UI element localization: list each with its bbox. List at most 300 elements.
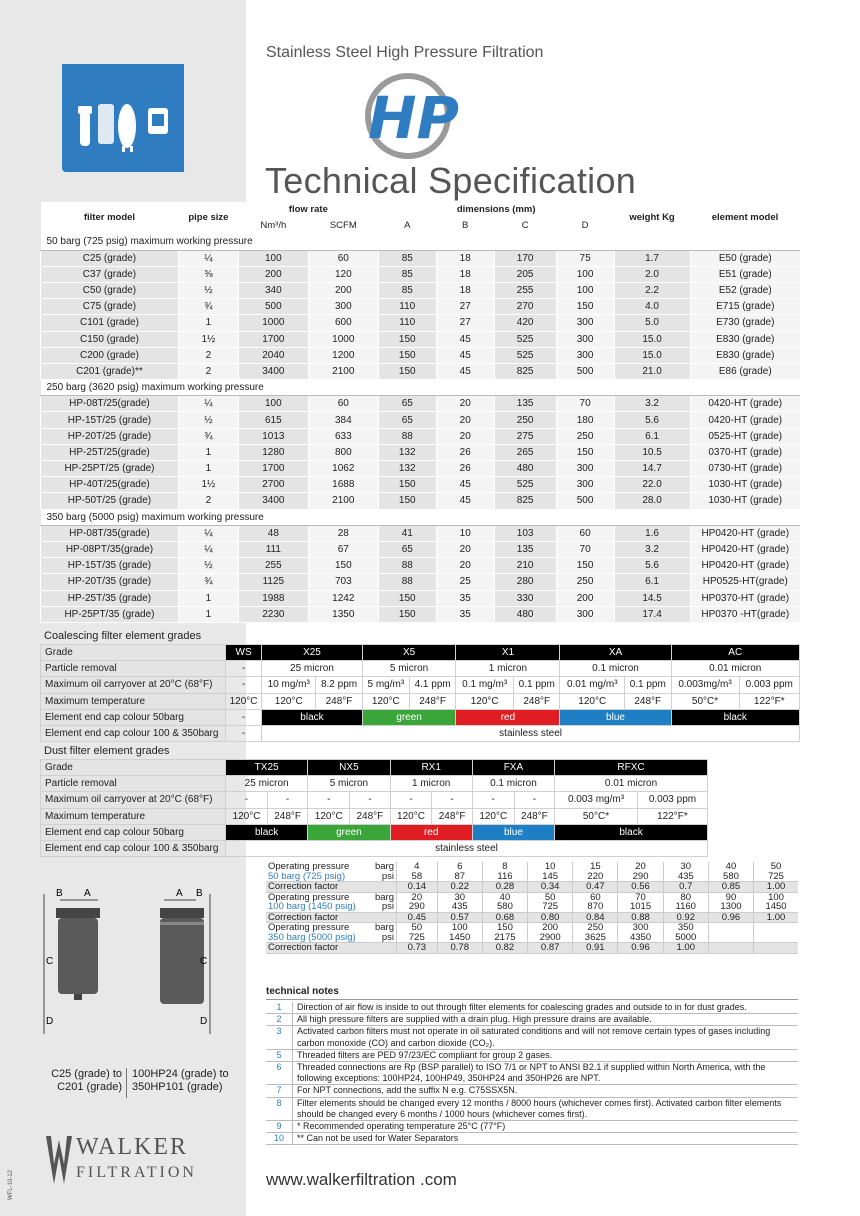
table-cell: 45 (436, 331, 494, 347)
table-cell: 0.88 (618, 912, 663, 923)
table-cell: 0.1 mg/m³ (456, 677, 514, 693)
col-dimensions: dimensions (mm) (378, 202, 614, 218)
section-title: 50 barg (725 psig) maximum working pressure (41, 234, 801, 250)
table-cell: 120°C (362, 693, 409, 709)
table-cell: 3400 (238, 493, 308, 509)
table-cell: 0.96 (708, 912, 753, 923)
table-cell: 30 (663, 862, 708, 872)
table-cell: 27 (436, 299, 494, 315)
table-cell: 50 (754, 862, 798, 872)
table-cell: 18 (436, 250, 494, 266)
table-cell: ¼ (178, 525, 238, 541)
brand-subtitle: FILTRATION (76, 1164, 197, 1181)
table-row (41, 574, 801, 590)
table-row (41, 299, 801, 315)
filter-vessel-icon (118, 104, 136, 148)
table-cell: 20 (436, 396, 494, 412)
table-cell: 28 (308, 525, 378, 541)
unit-label: barg (374, 891, 394, 903)
table-cell: 435 (663, 872, 708, 882)
grade-cell: FXA (472, 760, 554, 776)
section-header (41, 509, 801, 525)
table-cell: 88 (378, 574, 436, 590)
table-cell: 2700 (238, 477, 308, 493)
table-cell: 200 (528, 923, 573, 933)
table-cell: 205 (494, 266, 556, 282)
cap-colour-cell: blue (472, 824, 554, 840)
note-number: 8 (266, 1098, 293, 1120)
table-cell: 2900 (528, 933, 573, 943)
table-cell: 1688 (308, 477, 378, 493)
table-cell: 150 (378, 347, 436, 363)
row-label: Operating pressure (268, 861, 350, 872)
table-cell: 3.2 (614, 541, 690, 557)
table-cell: HP-08T/25(grade) (41, 396, 179, 412)
website-link[interactable]: www.walkerfiltration .com (266, 1170, 457, 1189)
table-cell: 1 (178, 590, 238, 606)
table-cell: 67 (308, 541, 378, 557)
table-cell: 180 (556, 412, 614, 428)
note-text: Threaded connections are Rp (BSP parallel) to ISO 7/1 or NPT to ANSI B2.1 if supplied within North America, with the following exceptions: 100HP24, 100HP49, 350HP24 and 350HP26 are NPT. (297, 1062, 766, 1084)
table-cell: ½ (178, 558, 238, 574)
table-cell: HP-25T/35 (grade) (41, 590, 179, 606)
table-cell: E830 (grade) (690, 347, 800, 363)
table-cell: 120°C (308, 808, 350, 824)
table-cell: 90 (708, 892, 753, 902)
table-cell: 703 (308, 574, 378, 590)
table-cell: 18 (436, 266, 494, 282)
table-cell: 0.85 (708, 882, 753, 893)
table-cell: 2230 (238, 606, 308, 622)
table-cell: stainless steel (262, 725, 800, 741)
specification-table (40, 202, 800, 623)
table-cell: 300 (556, 461, 614, 477)
table-cell: 110 (378, 315, 436, 331)
cap-colour-cell: black (226, 824, 308, 840)
table-cell: 17.4 (614, 606, 690, 622)
pressure-row-psi (266, 902, 798, 912)
table-cell: 280 (494, 574, 556, 590)
table-cell: 5.0 (614, 315, 690, 331)
cap-colour-cell: black (262, 709, 363, 725)
table-cell: 0.01 micron (671, 661, 800, 677)
correction-factor-table (266, 862, 798, 954)
table-cell: 0.57 (437, 912, 482, 923)
diagram-caption-right: 100HP24 (grade) to 350HP101 (grade) (132, 1068, 229, 1093)
unit-label: barg (374, 922, 394, 933)
table-row (41, 347, 801, 363)
table-cell (708, 943, 753, 954)
table-cell: 1000 (308, 331, 378, 347)
table-cell: - (226, 677, 262, 693)
table-cell: 35 (436, 606, 494, 622)
temp-row (41, 808, 708, 824)
table-cell: 120°C (390, 808, 432, 824)
table-cell (708, 933, 753, 943)
correction-factor-row (266, 882, 798, 893)
table-cell: 5 micron (308, 776, 390, 792)
table-cell: 1300 (708, 902, 753, 912)
row-label: Correction factor (266, 882, 397, 893)
diagram-caption-left: C25 (grade) to C201 (grade) (51, 1068, 122, 1093)
table-cell: 20 (436, 558, 494, 574)
table-cell: 300 (556, 347, 614, 363)
table-cell: 0.47 (573, 882, 618, 893)
col-pipe-size: pipe size (178, 202, 238, 234)
table-cell: 1450 (437, 933, 482, 943)
table-cell: 135 (494, 396, 556, 412)
table-cell: HP-08PT/35(grade) (41, 541, 179, 557)
table-row (41, 590, 801, 606)
table-cell: 26 (436, 444, 494, 460)
cap-colour-cell: black (671, 709, 800, 725)
table-cell: 1700 (238, 331, 308, 347)
grade-row (41, 645, 800, 661)
table-row (41, 315, 801, 331)
pressure-row-psi (266, 933, 798, 943)
table-cell: C50 (grade) (41, 282, 179, 298)
table-cell: 150 (378, 477, 436, 493)
table-cell: 0420-HT (grade) (690, 396, 800, 412)
table-cell: 6.1 (614, 574, 690, 590)
grade-cell: X25 (262, 645, 363, 661)
table-cell: 22.0 (614, 477, 690, 493)
technical-notes-title: technical notes (266, 986, 339, 997)
dust-grades-table (40, 759, 708, 857)
table-cell: 120°C (472, 808, 514, 824)
table-row (41, 493, 801, 509)
table-cell: 10.5 (614, 444, 690, 460)
table-cell: 330 (494, 590, 556, 606)
table-cell: 8.2 ppm (316, 677, 362, 693)
table-cell: 1 (178, 444, 238, 460)
table-cell: 45 (436, 347, 494, 363)
table-cell: HP0420-HT (grade) (690, 558, 800, 574)
note-text: For NPT connections, add the suffix N e.g. C75SSX5N. (297, 1085, 518, 1096)
table-cell: 41 (378, 525, 436, 541)
unit-label: psi (366, 933, 397, 943)
table-cell: 1.00 (754, 882, 798, 893)
table-cell: 70 (556, 541, 614, 557)
section-title: 250 barg (3620 psig) maximum working pressure (41, 380, 801, 396)
row-label: Particle removal (41, 661, 226, 677)
table-cell: 60 (308, 396, 378, 412)
table-cell: 200 (556, 590, 614, 606)
table-cell: 580 (482, 902, 527, 912)
table-row (41, 525, 801, 541)
cap-colour-cell: black (555, 824, 708, 840)
table-cell: 0.1 micron (560, 661, 671, 677)
table-cell: 100 (556, 266, 614, 282)
table-row (41, 606, 801, 622)
table-cell: 0.45 (397, 912, 438, 923)
row-label: Correction factor (266, 912, 397, 923)
table-cell: C150 (grade) (41, 331, 179, 347)
cap-colour-hp-row (41, 840, 708, 856)
table-cell: 1 (178, 315, 238, 331)
unit-label: psi (366, 902, 397, 912)
table-cell: 1350 (308, 606, 378, 622)
table-cell: 0.003 mg/m³ (555, 792, 638, 808)
table-cell (754, 923, 798, 933)
table-cell: 0.28 (482, 882, 527, 893)
table-cell: 1700 (238, 461, 308, 477)
table-cell: C25 (grade) (41, 250, 179, 266)
table-cell: 10 (436, 525, 494, 541)
table-cell: 0.80 (528, 912, 573, 923)
table-cell: ¾ (178, 428, 238, 444)
table-cell: 480 (494, 606, 556, 622)
table-cell: 100 (754, 892, 798, 902)
table-cell: 580 (708, 872, 753, 882)
table-cell: 1 micron (456, 661, 560, 677)
table-cell: 2100 (308, 363, 378, 379)
table-cell: 1988 (238, 590, 308, 606)
pressure-group-name: 350 barg (5000 psig) (266, 933, 366, 943)
table-row (41, 541, 801, 557)
table-cell: 248°F (350, 808, 390, 824)
grade-cell: X1 (456, 645, 560, 661)
grade-cell: WS (226, 645, 262, 661)
coalescing-grades-table (40, 644, 800, 742)
table-cell: 1160 (663, 902, 708, 912)
table-cell: 150 (482, 923, 527, 933)
table-cell: 200 (238, 266, 308, 282)
table-cell: 300 (556, 477, 614, 493)
unit-label: barg (374, 861, 394, 872)
table-cell: 28.0 (614, 493, 690, 509)
table-cell: 150 (378, 363, 436, 379)
table-cell: 40 (708, 862, 753, 872)
table-cell: 870 (573, 902, 618, 912)
table-cell: 1200 (308, 347, 378, 363)
notes-divider (266, 999, 798, 1000)
table-cell: HP-25T/25(grade) (41, 444, 179, 460)
table-cell: - (514, 792, 554, 808)
table-cell: 150 (378, 493, 436, 509)
grade-cell: AC (671, 645, 800, 661)
cap-colour-cell: green (362, 709, 456, 725)
table-cell: 27 (436, 315, 494, 331)
table-cell: 50°C* (671, 693, 739, 709)
table-cell: 65 (378, 412, 436, 428)
row-label: Element end cap colour 100 & 350barg (41, 840, 226, 856)
table-cell: 4350 (618, 933, 663, 943)
pressure-group-name: 50 barg (725 psig) (266, 872, 366, 882)
note-item (266, 1098, 798, 1121)
table-cell: 45 (436, 363, 494, 379)
row-label: Particle removal (41, 776, 226, 792)
table-cell: 250 (556, 428, 614, 444)
table-cell: 120°C (560, 693, 625, 709)
table-cell: 35 (436, 590, 494, 606)
table-cell: 2.0 (614, 266, 690, 282)
table-cell: 248°F (267, 808, 307, 824)
table-cell: 85 (378, 250, 436, 266)
table-cell: 122°F* (637, 808, 707, 824)
cap-colour-hp-row (41, 725, 800, 741)
table-cell: 10 mg/m³ (262, 677, 316, 693)
cap-colour-cell: green (308, 824, 390, 840)
table-cell: 0.73 (397, 943, 438, 954)
row-label: Maximum oil carryover at 20°C (68°F) (41, 677, 226, 693)
table-row (41, 558, 801, 574)
table-cell: HP0370-HT (grade) (690, 590, 800, 606)
note-text: ** Can not be used for Water Separators (297, 1133, 459, 1144)
table-cell: 135 (494, 541, 556, 557)
table-cell: 50 (528, 892, 573, 902)
table-cell: 65 (378, 541, 436, 557)
filter-element-icon (98, 104, 114, 144)
dim-label-a: A (176, 888, 183, 899)
table-cell: 725 (397, 933, 438, 943)
table-cell: 88 (378, 558, 436, 574)
note-text: Direction of air flow is inside to out through filter elements for coalescing grades and outside to in for dust grades. (297, 1002, 747, 1012)
dim-label-d: D (46, 1016, 54, 1027)
table-cell: 220 (573, 872, 618, 882)
table-cell: 1030-HT (grade) (690, 493, 800, 509)
table-row (41, 461, 801, 477)
table-cell: 2100 (308, 493, 378, 509)
table-cell: 1030-HT (grade) (690, 477, 800, 493)
table-cell: 0.78 (437, 943, 482, 954)
table-cell: 65 (378, 396, 436, 412)
table-cell: 75 (556, 250, 614, 266)
table-cell: E86 (grade) (690, 363, 800, 379)
table-cell: HP0420-HT (grade) (690, 525, 800, 541)
table-cell: 500 (238, 299, 308, 315)
table-cell: 122°F* (739, 693, 799, 709)
section-header (41, 234, 801, 250)
table-cell: 1 micron (390, 776, 472, 792)
table-cell: 0.01 micron (555, 776, 708, 792)
cap-colour-cell: red (390, 824, 472, 840)
table-cell: 48 (238, 525, 308, 541)
row-label: Maximum temperature (41, 693, 226, 709)
table-cell: 50 (397, 923, 438, 933)
table-cell (754, 943, 798, 954)
table-cell: 132 (378, 444, 436, 460)
table-cell: HP-25PT/25 (grade) (41, 461, 179, 477)
note-number: 3 (266, 1026, 293, 1048)
row-label: Correction factor (266, 943, 397, 954)
table-cell: 1013 (238, 428, 308, 444)
table-cell: 20 (436, 412, 494, 428)
table-cell: HP-25PT/35 (grade) (41, 606, 179, 622)
table-cell: 340 (238, 282, 308, 298)
table-cell: 480 (494, 461, 556, 477)
coalescing-title: Coalescing filter element grades (44, 630, 202, 642)
table-cell: 18 (436, 282, 494, 298)
table-cell: 1.6 (614, 525, 690, 541)
grade-cell: RX1 (390, 760, 472, 776)
table-cell: 45 (436, 477, 494, 493)
table-cell (708, 923, 753, 933)
table-cell: 1450 (754, 902, 798, 912)
col-weight: weight Kg (614, 202, 690, 234)
table-cell: 1015 (618, 902, 663, 912)
table-cell: 5 mg/m³ (362, 677, 409, 693)
cap-colour-cell: blue (560, 709, 671, 725)
table-row (41, 477, 801, 493)
table-cell: 150 (556, 444, 614, 460)
note-text: Filter elements should be changed every 12 months / 8000 hours (whichever comes first). Activated carbon filter elements should be changed every 6 months / 1000 hours (whichever comes first). (297, 1097, 782, 1119)
table-cell: 2 (178, 363, 238, 379)
table-cell: 58 (397, 872, 438, 882)
table-cell: 4 (397, 862, 438, 872)
note-number: 10 (266, 1133, 293, 1144)
svg-text:HP: HP (368, 84, 460, 152)
table-cell: 70 (618, 892, 663, 902)
section-header (41, 380, 801, 396)
table-cell: 6.1 (614, 428, 690, 444)
pressure-row-psi (266, 872, 798, 882)
table-cell: 0.96 (618, 943, 663, 954)
note-number: 5 (266, 1050, 293, 1061)
table-cell: 60 (308, 250, 378, 266)
table-cell: 100 (437, 923, 482, 933)
table-row (41, 363, 801, 379)
table-cell: ¼ (178, 250, 238, 266)
table-cell: C200 (grade) (41, 347, 179, 363)
table-cell: 2 (178, 493, 238, 509)
table-cell: 100 (238, 396, 308, 412)
table-cell: 100 (556, 282, 614, 298)
table-cell: 14.5 (614, 590, 690, 606)
pressure-row-barg (266, 923, 798, 933)
table-cell: HP-15T/25 (grade) (41, 412, 179, 428)
note-number: 1 (266, 1002, 293, 1013)
table-cell: 0.1 ppm (625, 677, 671, 693)
table-cell: 10 (528, 862, 573, 872)
table-cell: 150 (308, 558, 378, 574)
row-label: Maximum oil carryover at 20°C (68°F) (41, 792, 226, 808)
table-cell: 248°F (316, 693, 362, 709)
table-cell: 248°F (625, 693, 671, 709)
table-cell: 2040 (238, 347, 308, 363)
table-cell: 250 (556, 574, 614, 590)
walker-w-icon (46, 1136, 72, 1186)
technical-notes-list (266, 1002, 798, 1145)
col-filter-model: filter model (41, 202, 179, 234)
table-cell: 615 (238, 412, 308, 428)
table-cell: 300 (308, 299, 378, 315)
table-cell: - (472, 792, 514, 808)
table-cell: 1280 (238, 444, 308, 460)
product-icon-tile (62, 64, 184, 172)
row-label: Element end cap colour 50barg (41, 824, 226, 840)
table-cell: 435 (437, 902, 482, 912)
table-cell: 0.87 (528, 943, 573, 954)
table-cell: 1.00 (663, 943, 708, 954)
table-cell: 120°C (226, 693, 262, 709)
table-cell: - (350, 792, 390, 808)
table-cell: ½ (178, 282, 238, 298)
filter-housing-icon (80, 112, 90, 146)
table-cell: 5000 (663, 933, 708, 943)
pressure-row-barg (266, 862, 798, 872)
col-flow-rate: flow rate (238, 202, 378, 218)
table-cell: 0.003mg/m³ (671, 677, 739, 693)
note-text: Activated carbon filters must not operate in oil saturated conditions and will not remove certain types of gases including carbon monoxide (CO) and carbon dioxide (CO₂). (297, 1026, 771, 1048)
dust-title: Dust filter element grades (44, 745, 170, 757)
grade-cell: NX5 (308, 760, 390, 776)
temp-row (41, 693, 800, 709)
table-cell: 150 (378, 331, 436, 347)
table-cell: 2175 (482, 933, 527, 943)
table-cell: C101 (grade) (41, 315, 179, 331)
table-cell: HP-20T/25 (grade) (41, 428, 179, 444)
